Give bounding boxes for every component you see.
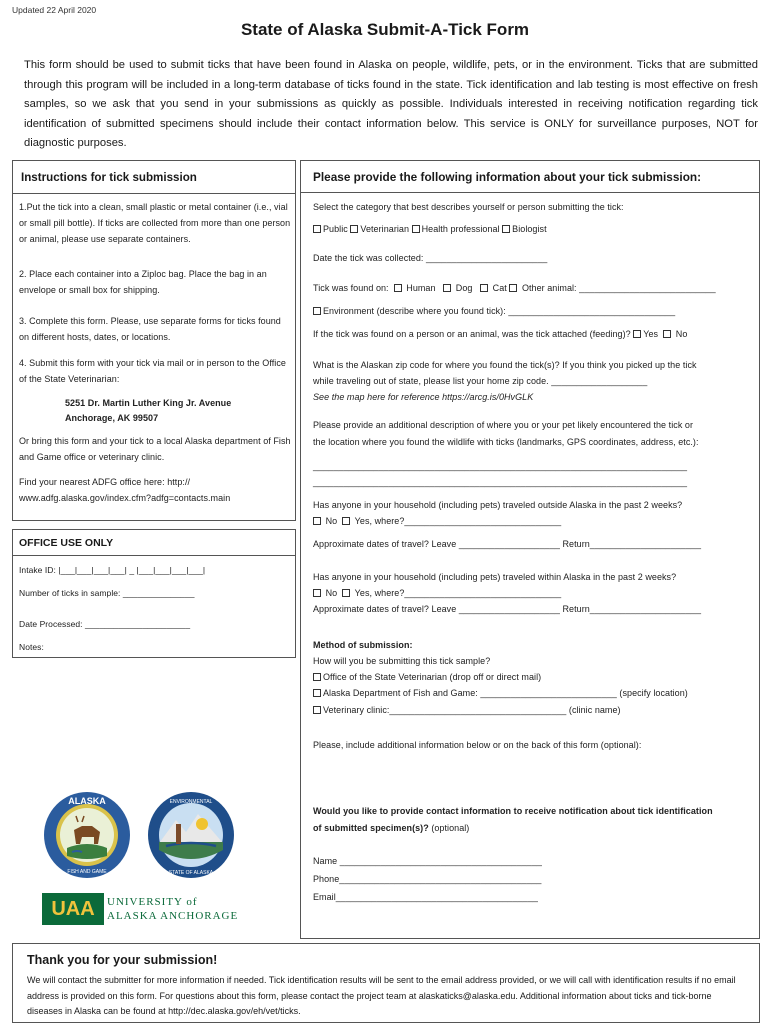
found-on-row (313, 280, 716, 296)
attached-no-checkbox[interactable] (663, 330, 671, 338)
method-heading: Method of submission: (313, 640, 413, 650)
biologist-checkbox[interactable] (502, 225, 510, 233)
phone-field[interactable]: Phone________________________________________ (313, 874, 542, 884)
page-title: State of Alaska Submit-A-Tick Form (240, 20, 530, 39)
instructions-heading: Instructions for tick submission (21, 171, 197, 184)
additional-info-prompt: Please, include additional information below or on the back of this form (optional): (313, 740, 642, 750)
address-line-1: 5251 Dr. Martin Luther King Jr. Avenue (65, 398, 232, 408)
email-field[interactable]: Email________________________________________ (313, 892, 538, 902)
number-of-ticks-field[interactable]: Number of ticks in sample: _______________ (19, 588, 195, 598)
address-line-2: Anchorage, AK 99507 (65, 413, 159, 423)
svg-text:ALASKA: ALASKA (68, 796, 106, 806)
adfg-seal-icon (42, 790, 132, 880)
travel-outside-options (313, 513, 561, 529)
travel-outside-question: Has anyone in your household (including pets) traveled outside Alaska in the past 2 weeks? (313, 500, 683, 510)
other-animal-field[interactable]: Other animal: ___________________________ (521, 283, 716, 293)
step-3: 3. Complete this form. Please, use separate forms for ticks found on different hosts, dates, or locations. (19, 316, 281, 343)
no-label: No (325, 516, 338, 526)
method-question: How will you be submitting this tick sample? (313, 656, 491, 666)
office-heading: OFFICE USE ONLY (19, 537, 114, 549)
step-4: 4. Submit this form with your tick via mail or in person to the Office of the State Veterinarian: (19, 358, 286, 385)
method-state-vet-row (313, 669, 541, 685)
environment-row (313, 303, 675, 319)
intro-paragraph: This form should be used to submit ticks that have been found in Alaska on people, wildlife, pets, or in the environment. Ticks that are submitted through this program will be included in a long-term database of ticks found in the state. Tick identification and lab testing is most effective on fresh samples, so we ask that you send in your submissions as quickly as possible. Individuals interested in receiving notification regarding tick identification of submitted specimens should include their contact information below. This service is ONLY for surveillance purposes, NOT for diagnostic purposes. (24, 59, 758, 149)
cat-label: Cat (492, 283, 507, 293)
svg-text:STATE OF ALASKA: STATE OF ALASKA (168, 870, 214, 876)
travel-within-yes-checkbox[interactable] (342, 589, 350, 597)
found-on-label: Tick was found on: (313, 283, 389, 293)
contact-question-2-row (313, 820, 469, 836)
adfg-checkbox[interactable] (313, 689, 321, 697)
thank-you-text: We will contact the submitter for more information if needed. Tick identification results will be sent to the email address provided, or we will call with identification results if no email address is provided on this form. For questions about this form, please contact the project team at alaskaticks@alaska.edu. Additional information about ticks and tick-borne diseases in Alaska can be found at http://dec.alaska.gov/eh/vet/ticks. (27, 975, 736, 1017)
veterinarian-checkbox[interactable] (350, 225, 358, 233)
travel-outside-where-field[interactable]: Yes, where?_______________________________ (354, 516, 562, 526)
uaa-logo: UAA (42, 893, 104, 925)
travel-within-options (313, 585, 561, 601)
intake-id-field[interactable]: Intake ID: |___|___|___|___| _ |___|___|___|___| (19, 565, 206, 575)
description-line-1[interactable]: __________________________________________________________________________ (313, 461, 688, 471)
divider (13, 555, 295, 556)
other-animal-checkbox[interactable] (509, 284, 517, 292)
contact-question-2: of submitted specimen(s)? (313, 823, 429, 833)
travel-within-dates-field[interactable]: Approximate dates of travel? Leave ____________________ Return______________________ (313, 604, 702, 614)
human-label: Human (406, 283, 436, 293)
uaa-name-line-1: UNIVERSITY of (107, 896, 198, 908)
dog-label: Dog (455, 283, 473, 293)
travel-within-no-checkbox[interactable] (313, 589, 321, 597)
contact-question-1: Would you like to provide contact information to receive notification about tick identification (313, 806, 713, 816)
category-options (313, 221, 547, 237)
name-field[interactable]: Name ________________________________________ (313, 856, 542, 866)
zip-question-1: What is the Alaskan zip code for where you found the tick(s)? If you think you picked up the tick (313, 360, 697, 370)
cat-checkbox[interactable] (480, 284, 488, 292)
step-1: 1.Put the tick into a clean, small plastic or metal container (i.e., vial or small pill bottle). If ticks are collected from more than one person or animal, please use separate containers. (19, 202, 291, 245)
environment-field[interactable]: Environment (describe where you found tick): _________________________________ (323, 306, 676, 316)
updated-date: Updated 22 April 2020 (12, 5, 97, 15)
veterinarian-label: Veterinarian (360, 224, 410, 234)
tick-info-box (300, 160, 760, 939)
adfg-location-field[interactable]: Alaska Department of Fish and Game: ___________________________ (specify location) (323, 688, 688, 698)
zip-question-2[interactable]: while traveling out of state, please list your home zip code. ___________________ (313, 376, 648, 386)
public-checkbox[interactable] (313, 225, 321, 233)
notes-label: Notes: (19, 642, 44, 652)
attached-row (313, 326, 687, 342)
adfg-label: Find your nearest ADFG office here: http:// (19, 477, 191, 487)
svg-text:FISH AND GAME: FISH AND GAME (67, 869, 107, 875)
vet-clinic-field[interactable]: Veterinary clinic:___________________________________ (clinic name) (323, 705, 621, 715)
biologist-label: Biologist (512, 224, 547, 234)
description-question-2: the location where you found the wildlife with ticks (landmarks, GPS coordinates, address, etc.): (313, 437, 699, 447)
category-question: Select the category that best describes yourself or person submitting the tick: (313, 202, 624, 212)
no-label: No (675, 329, 688, 339)
human-checkbox[interactable] (394, 284, 402, 292)
or-bring-text: Or bring this form and your tick to a local Alaska department of Fish and Game office or veterinary clinic. (19, 436, 291, 463)
thank-you-heading: Thank you for your submission! (27, 953, 218, 967)
date-collected-field[interactable]: Date the tick was collected: ________________________ (313, 253, 548, 263)
health-professional-label: Health professional (421, 224, 500, 234)
health-professional-checkbox[interactable] (412, 225, 420, 233)
map-link[interactable]: See the map here for reference https://arcg.is/0HvGLK (313, 392, 534, 402)
travel-within-where-field[interactable]: Yes, where?_______________________________ (354, 588, 562, 598)
yes-label: Yes (643, 329, 659, 339)
step-2: 2. Place each container into a Ziploc bag. Place the bag in an envelope or small box for shipping. (19, 269, 267, 296)
travel-outside-no-checkbox[interactable] (313, 517, 321, 525)
svg-text:ENVIRONMENTAL: ENVIRONMENTAL (169, 799, 213, 805)
travel-outside-dates-field[interactable]: Approximate dates of travel? Leave ____________________ Return______________________ (313, 539, 702, 549)
dec-seal-icon (146, 790, 236, 880)
method-vet-clinic-row (313, 702, 621, 718)
office-use-box (12, 529, 296, 658)
environment-checkbox[interactable] (313, 307, 321, 315)
adfg-link[interactable]: www.adfg.alaska.gov/index.cfm?adfg=contacts.main (19, 493, 231, 503)
divider (13, 193, 295, 194)
form-heading: Please provide the following information about your tick submission: (313, 170, 702, 184)
optional-label: (optional) (431, 823, 470, 833)
instructions-box (12, 160, 296, 521)
thank-you-box (12, 943, 760, 1023)
divider (301, 192, 759, 193)
attached-yes-checkbox[interactable] (633, 330, 641, 338)
state-vet-checkbox[interactable] (313, 673, 321, 681)
state-vet-label: Office of the State Veterinarian (drop off or direct mail) (323, 672, 542, 682)
date-processed-field[interactable]: Date Processed: ______________________ (19, 619, 191, 629)
description-line-2[interactable]: __________________________________________________________________________ (313, 477, 688, 487)
no-label: No (325, 588, 338, 598)
method-adfg-row (313, 685, 688, 701)
attached-question: If the tick was found on a person or an animal, was the tick attached (feeding)? (313, 329, 631, 339)
vet-clinic-checkbox[interactable] (313, 706, 321, 714)
public-label: Public (323, 224, 348, 234)
dog-checkbox[interactable] (443, 284, 451, 292)
uaa-name-line-2: ALASKA ANCHORAGE (107, 910, 239, 922)
description-question-1: Please provide an additional description of where you or your pet likely encountered the tick or (313, 420, 694, 430)
travel-within-question: Has anyone in your household (including pets) traveled within Alaska in the past 2 weeks? (313, 572, 677, 582)
travel-outside-yes-checkbox[interactable] (342, 517, 350, 525)
